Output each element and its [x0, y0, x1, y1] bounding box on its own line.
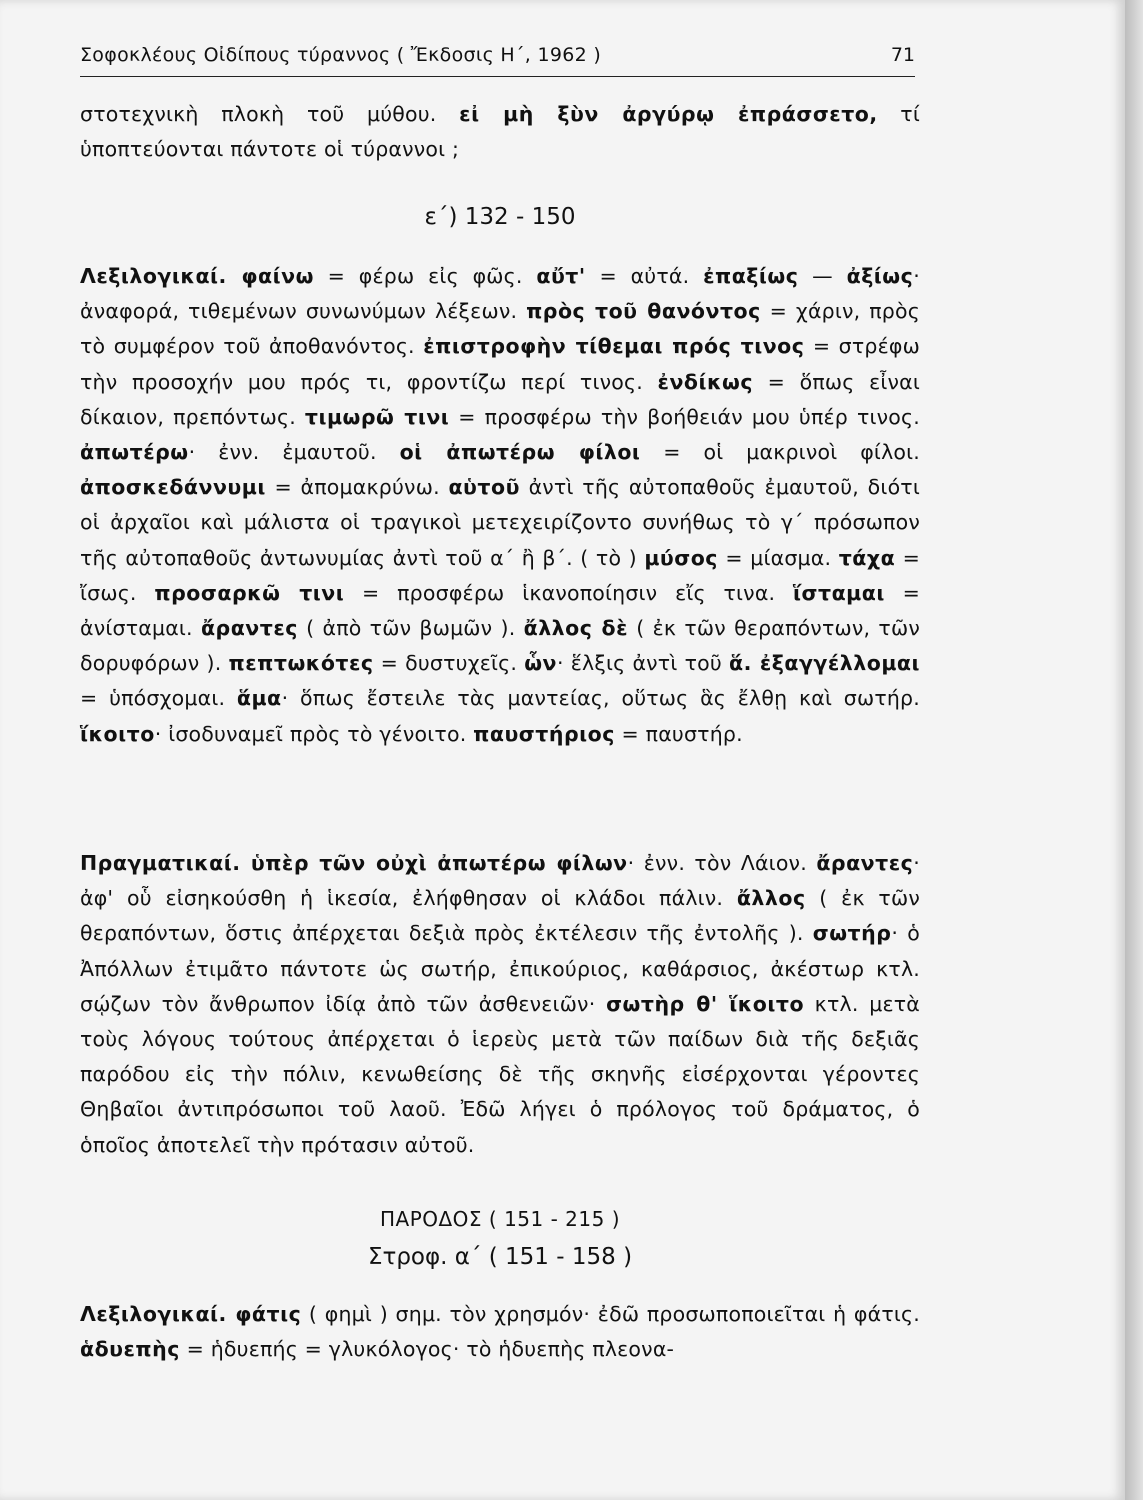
body-text: = ἀπομακρύνω. [265, 475, 449, 500]
body-text: · ὁ Ἀπόλλων ἐτιμᾶτο πάντοτε ὡς σωτήρ, ἐπικούριος, καθάρσιος, ἀκέστωρ κτλ. σῴζων τὸν ἄνθρωπον ἰδίᾳ ἀπὸ τῶν ἀσθενειῶν· [80, 921, 920, 1016]
paragraph-lexical-notes-2 [80, 1297, 920, 1367]
body-text: ( ἐκ τῶν θεραπόντων, ὅστις ἀπέρχεται δεξιὰ πρὸς ἐκτέλεσιν τῆς ἐντολῆς ). [80, 886, 920, 946]
bold-term: παυστήριος [473, 721, 615, 746]
bold-term: τάχα [838, 545, 896, 570]
bold-term: αὔτ' [536, 264, 586, 288]
body-text: ( ἐκ τῶν θεραπόντων, τῶν δορυφόρων ). [80, 616, 920, 676]
body-text: = μίασμα. [717, 545, 839, 570]
bold-term: Πραγματικαί. ὑπὲρ τῶν οὐχὶ ἀπωτέρω φίλων [80, 851, 628, 875]
bold-term: πρὸς τοῦ θανόντος [526, 299, 761, 324]
bold-term: ἐνδίκως [657, 369, 754, 394]
bold-term: ἄραντες [200, 616, 298, 641]
bold-term: ὧν [524, 651, 557, 676]
body-text: = ἴσως. [80, 545, 921, 605]
running-title: Σοφοκλέους Οἰδίπους τύραννος ( Ἔκδοσις Η΄, 1962 ) [80, 44, 602, 66]
paragraph-lexical-notes [80, 259, 920, 752]
body-text: = χάριν, πρὸς τὸ συμφέρον τοῦ ἀποθανόντος. [80, 299, 920, 359]
bold-term: ἐπιστροφὴν τίθεμαι πρός τινος [423, 334, 805, 359]
bold-term: ἅμα [236, 686, 282, 711]
bold-term: μύσος [644, 545, 718, 570]
body-text: = οἱ μακρινοὶ φίλοι. [640, 440, 920, 465]
bold-term: ἄλλος δὲ [523, 616, 628, 641]
bold-term: ἐπαξίως [703, 264, 799, 288]
running-header [80, 40, 915, 77]
bold-term: τιμωρῶ τινι [304, 404, 450, 429]
body-text: = παυστήρ. [614, 721, 743, 746]
body-text: ( φημὶ ) σημ. τὸν χρησμόν· ἐδῶ προσωποποιεῖται ἡ φάτις. [301, 1302, 920, 1326]
section-heading-parodos: ΠΑΡΟΔΟΣ ( 151 - 215 ) [379, 1207, 621, 1231]
body-text: = προσφέρω ἱκανοποίησιν εἴς τινα. [344, 580, 794, 605]
body-text: = δυστυχεῖς. [373, 651, 525, 676]
bold-term: πεπτωκότες [228, 651, 374, 676]
paragraph-text [80, 259, 920, 752]
bold-term: ἁδυεπὴς [80, 1337, 180, 1362]
bold-term: σωτήρ [812, 921, 892, 946]
bold-term: προσαρκῶ τινι [154, 580, 345, 605]
body-text: · ἀναφορά, τιθεμένων συνωνύμων λέξεων. [80, 264, 920, 324]
bold-term: οἱ ἀπωτέρω φίλοι [399, 440, 641, 465]
body-text: · ἐνν. ἐμαυτοῦ. [188, 440, 400, 465]
bold-term: ἄλλος [736, 886, 806, 911]
bold-term: αὑτοῦ [448, 475, 520, 500]
bold-term: ἀποσκεδάννυμι [80, 475, 266, 500]
bold-term: ἀξίως [846, 264, 914, 288]
bold-term: σωτὴρ θ' ἵκοιτο [606, 991, 805, 1016]
body-text: · ἰσοδυναμεῖ πρὸς τὸ γένοιτο. [154, 721, 474, 746]
body-text: · ἀφ' οὗ εἰσηκούσθη ἡ ἱκεσία, ἐλήφθησαν οἱ κλάδοι πάλιν. [80, 851, 920, 911]
body-text: τί ὑποπτεύονται πάντοτε οἱ τύραννοι ; [80, 102, 920, 162]
body-text: = ἡδυεπής = γλυκόλογος· τὸ ἡδυεπὴς πλεονα- [179, 1337, 675, 1362]
body-text: — [798, 264, 847, 288]
paragraph-text [80, 846, 920, 1163]
bold-term: Λεξιλογικαί. φαίνω [80, 264, 314, 288]
section-heading-lines: ε΄) 132 - 150 [424, 204, 576, 230]
bold-term: ἵκοιτο [80, 721, 155, 746]
paragraph-continuation [80, 97, 920, 167]
bold-term: Λεξιλογικαί. φάτις [80, 1302, 302, 1326]
body-text: = ὅπως εἶναι δίκαιον, πρεπόντως. [80, 369, 920, 429]
body-text: = φέρω εἰς φῶς. [313, 264, 537, 288]
body-text: · ἐνν. τὸν Λάιον. [627, 851, 817, 875]
paragraph-text [80, 1297, 920, 1367]
paragraph-factual-notes [80, 846, 920, 1163]
body-text: ( ἀπὸ τῶν βωμῶν ). [297, 616, 524, 641]
body-text: · ἕλξις ἀντὶ τοῦ [556, 651, 729, 676]
body-text: = αὐτά. [585, 264, 704, 288]
bold-term: ἄραντες [816, 851, 914, 875]
body-text: κτλ. μετὰ τοὺς λόγους τούτους ἀπέρχεται ὁ ἱερεὺς μετὰ τῶν παίδων διὰ τῆς δεξιᾶς παρόδου εἰς τὴν πόλιν, κενωθείσης δὲ τῆς σκηνῆς εἰσέρχονται γέροντες Θηβαῖοι ἀντιπρόσωποι τοῦ λαοῦ. Ἐδῶ λήγει ὁ πρόλογος τοῦ δράματος, ὁ ὁποῖος ἀποτελεῖ τὴν πρότασιν αὐτοῦ. [80, 991, 920, 1157]
paragraph-text [80, 97, 920, 167]
page-edge-shadow [1125, 0, 1143, 1500]
section-heading-strophe: Στροφ. α΄ ( 151 - 158 ) [367, 1244, 633, 1270]
bold-term: ἅ. ἐξαγγέλλομαι [728, 651, 920, 676]
bold-term: ἀπωτέρω [80, 440, 189, 465]
body-text: · ὅπως ἔστειλε τὰς μαντείας, οὕτως ἃς ἔλθῃ καὶ σωτήρ. [281, 686, 920, 711]
page-number: 71 [890, 44, 915, 66]
body-text: = ἀνίσταμαι. [80, 580, 920, 641]
body-text: = στρέφω τὴν προσοχήν μου πρός τι, φροντίζω περί τινος. [80, 334, 920, 394]
bold-term: ἵσταμαι [793, 580, 885, 605]
body-text: = ὑπόσχομαι. [80, 686, 237, 711]
bold-term: εἰ μὴ ξὺν ἀργύρῳ ἐπράσσετο, [459, 102, 878, 126]
body-text: = προσφέρω τὴν βοήθειάν μου ὑπέρ τινος. [449, 404, 920, 429]
body-text: ἀντὶ τῆς αὐτοπαθοῦς ἐμαυτοῦ, διότι οἱ ἀρχαῖοι καὶ μάλιστα οἱ τραγικοὶ μετεχειρίζοντο συνήθως τὸ γ΄ πρόσωπον τῆς αὐτοπαθοῦς ἀντωνυμίας ἀντὶ τοῦ α΄ ἢ β΄. ( τὸ ) [80, 475, 920, 570]
body-text: στοτεχνικὴ πλοκὴ τοῦ μύθου. [80, 102, 460, 126]
